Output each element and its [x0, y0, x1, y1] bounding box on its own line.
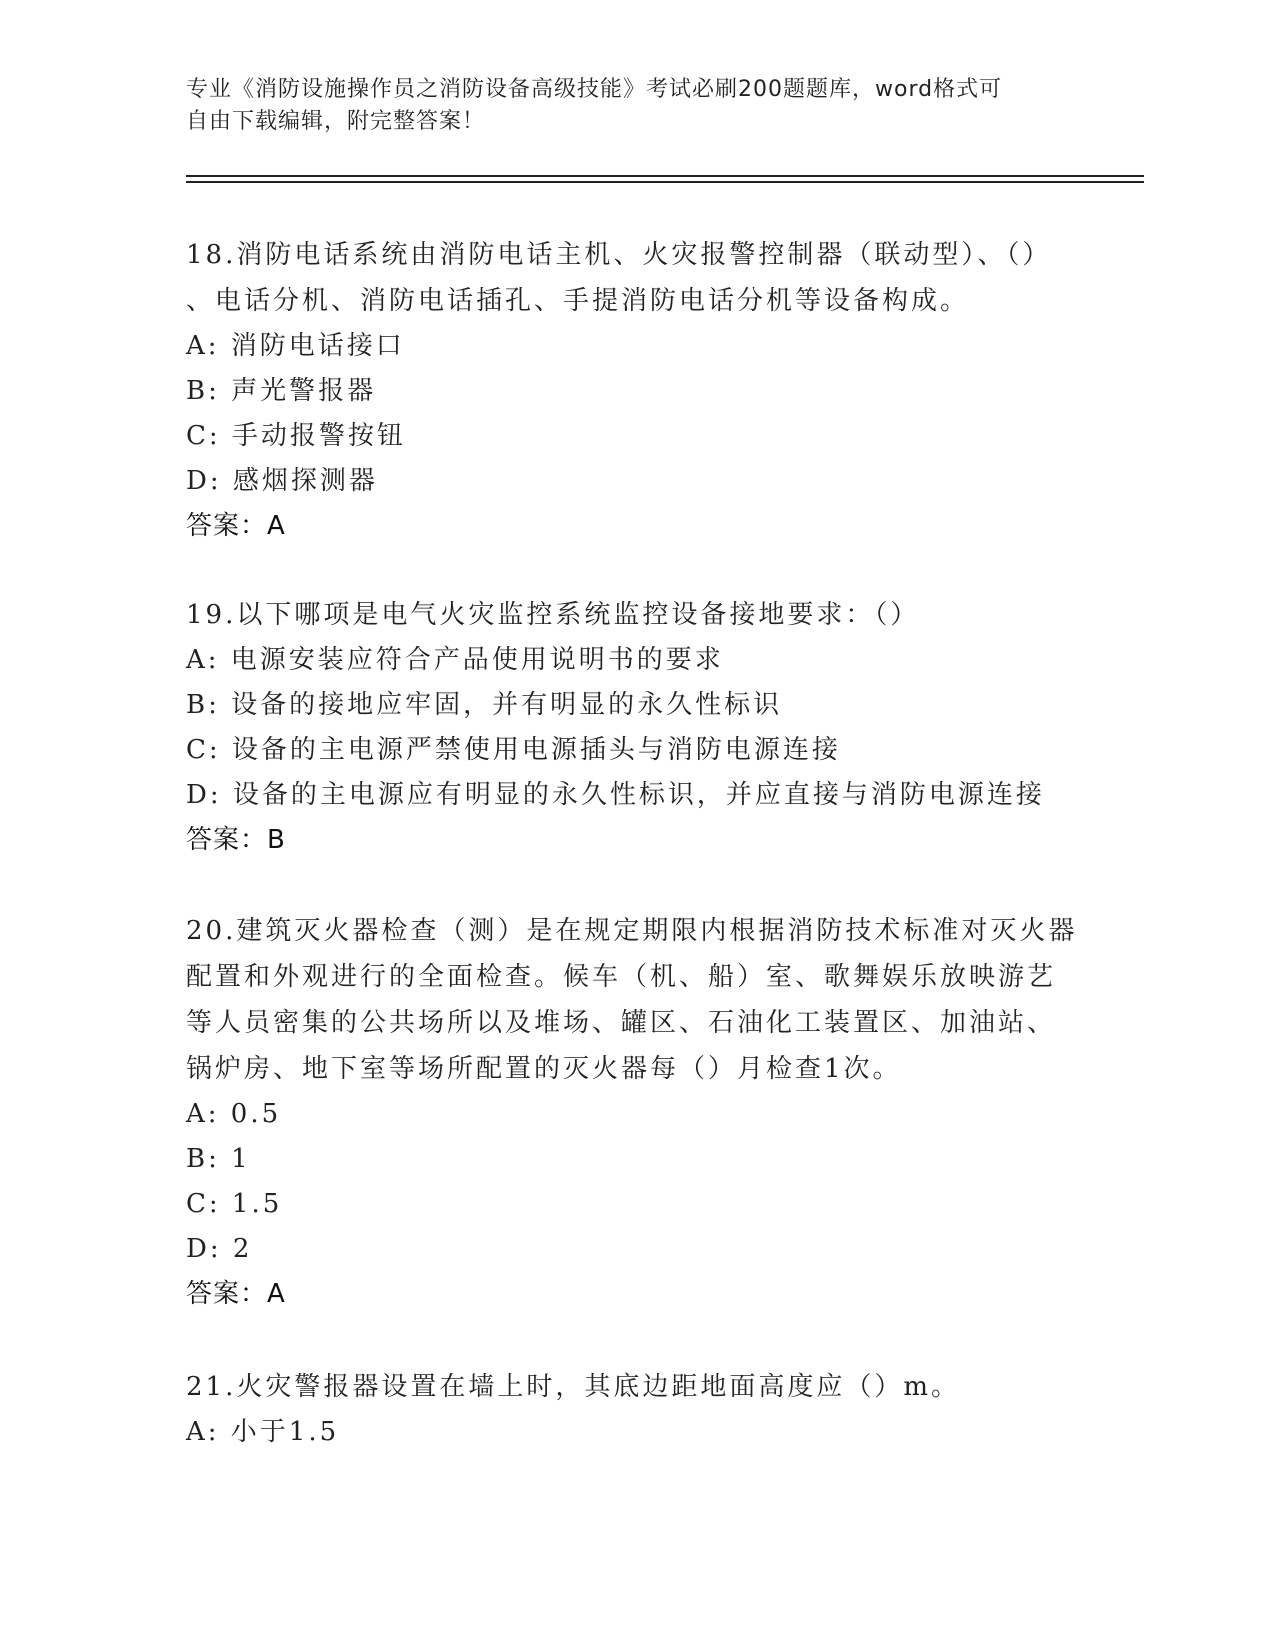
question-stem: 19.以下哪项是电气火灾监控系统监控设备接地要求：（）	[186, 600, 920, 630]
question-stem: 18.消防电话系统由消防电话主机、火灾报警控制器（联动型）、（）	[186, 240, 1052, 270]
option-c: C: 手动报警按钮	[186, 421, 406, 451]
option-b: B: 设备的接地应牢固，并有明显的永久性标识	[186, 690, 783, 720]
document-header	[186, 74, 1056, 138]
header-line-2: 自由下载编辑，附完整答案！	[186, 109, 486, 134]
option-b: B: 1	[186, 1144, 251, 1174]
option-c: C: 1.5	[186, 1189, 283, 1219]
option-a: A: 0.5	[186, 1099, 282, 1129]
option-a: A: 消防电话接口	[186, 331, 405, 361]
question-20	[186, 908, 1086, 1316]
question-stem: 21.火灾警报器设置在墙上时，其底边距地面高度应（）m。	[186, 1372, 961, 1402]
option-b: B: 声光警报器	[186, 376, 377, 406]
option-d: D: 感烟探测器	[186, 466, 378, 496]
question-21	[186, 1364, 1086, 1455]
option-a: A: 小于1.5	[186, 1417, 340, 1447]
header-divider-bottom	[186, 181, 1144, 183]
question-stem: 20.建筑灭火器检查（测）是在规定期限内根据消防技术标准对灭火器	[186, 916, 1078, 946]
answer-label: 答案：B	[186, 825, 286, 855]
question-stem: 等人员密集的公共场所以及堆场、罐区、石油化工装置区、加油站、	[186, 1008, 1057, 1038]
answer-label: 答案：A	[186, 511, 286, 541]
option-a: A: 电源安装应符合产品使用说明书的要求	[186, 645, 724, 675]
option-c: C: 设备的主电源严禁使用电源插头与消防电源连接	[186, 735, 841, 765]
option-d: D: 设备的主电源应有明显的永久性标识，并应直接与消防电源连接	[186, 780, 1045, 810]
question-18	[186, 232, 1086, 548]
answer-label: 答案：A	[186, 1279, 286, 1309]
header-divider-top	[186, 175, 1144, 177]
question-19	[186, 592, 1086, 862]
option-d: D: 2	[186, 1234, 253, 1264]
question-stem: 、电话分机、消防电话插孔、手提消防电话分机等设备构成。	[186, 286, 970, 316]
question-stem: 锅炉房、地下室等场所配置的灭火器每（）月检查1次。	[186, 1054, 902, 1084]
header-line-1: 专业《消防设施操作员之消防设备高级技能》考试必刷200题题库，word格式可	[186, 77, 1003, 102]
question-stem: 配置和外观进行的全面检查。候车（机、船）室、歌舞娱乐放映游艺	[186, 962, 1057, 992]
